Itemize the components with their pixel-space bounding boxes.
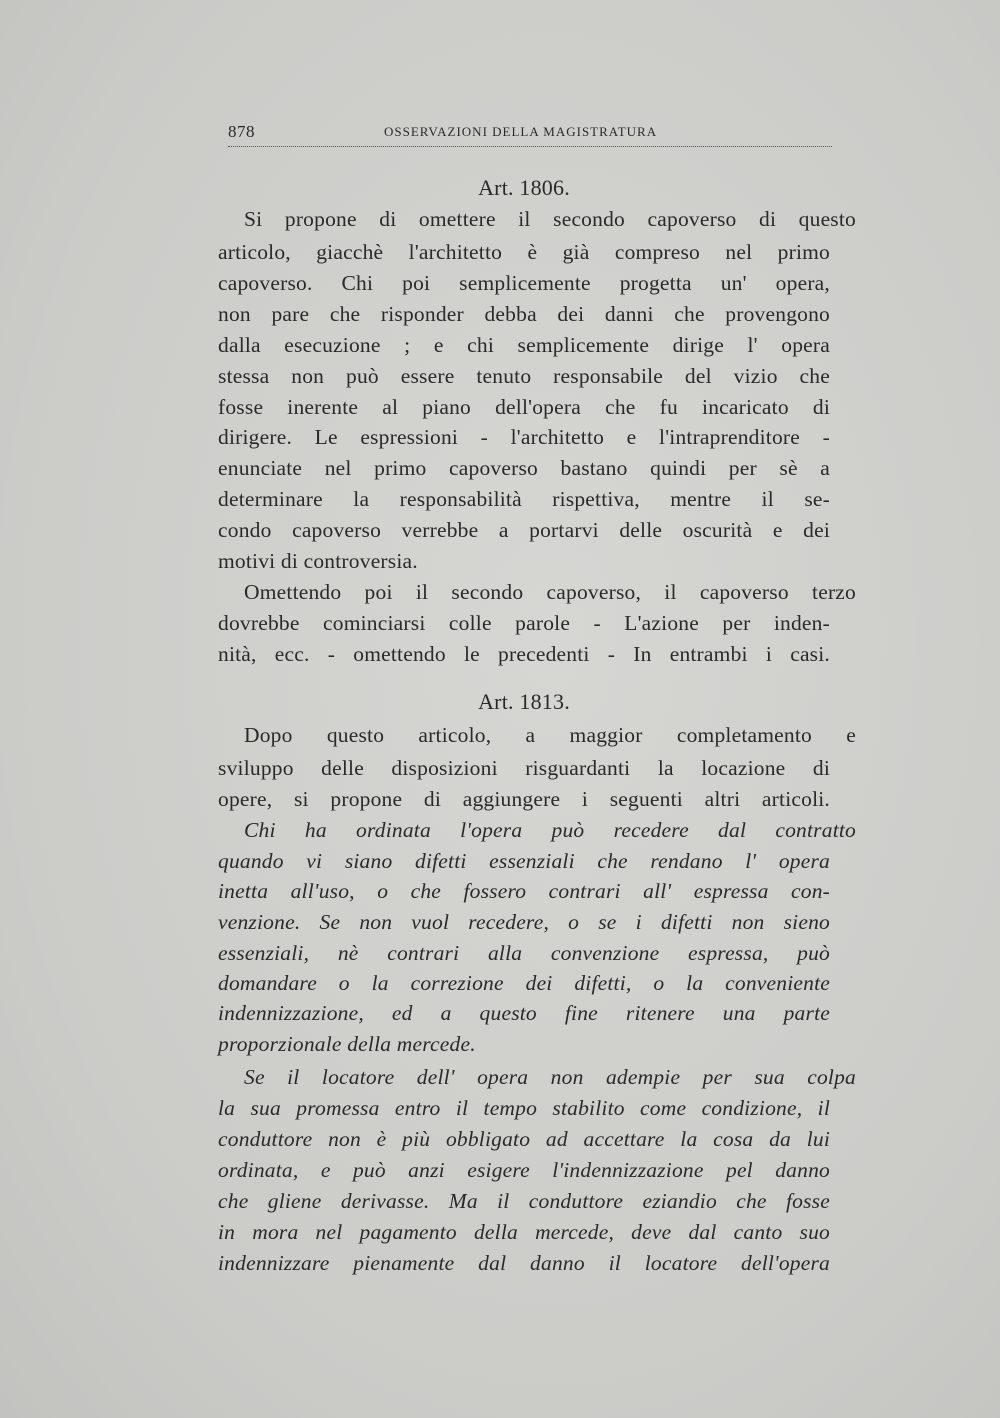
text-line: essenziali, nè contrari alla convenzione espressa, può	[218, 941, 830, 965]
text-line: non pare che risponder debba dei danni che provengono	[218, 302, 830, 326]
text-line: Chi ha ordinata l'opera può recedere dal contratto	[244, 818, 856, 842]
text-line: dovrebbe cominciarsi colle parole - L'azione per inden-	[218, 611, 830, 635]
text-line: capoverso. Chi poi semplicemente progetta un' opera,	[218, 271, 830, 295]
text-line: Si propone di omettere il secondo capoverso di questo	[244, 207, 856, 231]
text-line: sviluppo delle disposizioni risguardanti la locazione di	[218, 756, 830, 780]
text-line: indennizzare pienamente dal danno il locatore dell'opera	[218, 1251, 830, 1275]
text-line: condo capoverso verrebbe a portarvi delle oscurità e dei	[218, 518, 830, 542]
text-line: Se il locatore dell' opera non adempie per sua colpa	[244, 1065, 856, 1089]
text-line: fosse inerente al piano dell'opera che fu incaricato di	[218, 395, 830, 419]
article-heading: Art. 1813.	[478, 689, 570, 714]
text-line: venzione. Se non vuol recedere, o se i difetti non sieno	[218, 910, 830, 934]
text-line: motivi di controversia.	[218, 549, 418, 573]
text-line: nità, ecc. - omettendo le precedenti - In entrambi i casi.	[218, 642, 830, 666]
text-line: quando vi siano difetti essenziali che rendano l' opera	[218, 849, 830, 873]
text-line: articolo, giacchè l'architetto è già compreso nel primo	[218, 240, 830, 264]
text-line: ordinata, e può anzi esigere l'indennizzazione pel danno	[218, 1158, 830, 1182]
running-title: OSSERVAZIONI DELLA MAGISTRATURA	[384, 124, 658, 139]
page-number: 878	[228, 122, 255, 141]
text-line: determinare la responsabilità rispettiva, mentre il se-	[218, 487, 830, 511]
text-line: domandare o la correzione dei difetti, o la conveniente	[218, 971, 830, 995]
text-line: che gliene derivasse. Ma il conduttore eziandio che fosse	[218, 1189, 830, 1213]
text-line: conduttore non è più obbligato ad accettare la cosa da lui	[218, 1127, 830, 1151]
text-line: Omettendo poi il secondo capoverso, il capoverso terzo	[244, 580, 856, 604]
text-line: proporzionale della mercede.	[218, 1032, 476, 1056]
article-heading: Art. 1806.	[478, 175, 570, 200]
text-line: la sua promessa entro il tempo stabilito come condizione, il	[218, 1096, 830, 1120]
text-line: opere, si propone di aggiungere i seguenti altri articoli.	[218, 787, 830, 811]
text-line: indennizzazione, ed a questo fine ritenere una parte	[218, 1001, 830, 1025]
text-line: in mora nel pagamento della mercede, deve dal canto suo	[218, 1220, 830, 1244]
text-line: Dopo questo articolo, a maggior completamento e	[244, 723, 856, 747]
text-line: stessa non può essere tenuto responsabile del vizio che	[218, 364, 830, 388]
text-line: dirigere. Le espressioni - l'architetto e l'intraprenditore -	[218, 425, 830, 449]
text-line: dalla esecuzione ; e chi semplicemente dirige l' opera	[218, 333, 830, 357]
text-line: inetta all'uso, o che fossero contrari all' espressa con-	[218, 879, 830, 903]
page-header	[228, 118, 832, 147]
text-line: enunciate nel primo capoverso bastano quindi per sè a	[218, 456, 830, 480]
